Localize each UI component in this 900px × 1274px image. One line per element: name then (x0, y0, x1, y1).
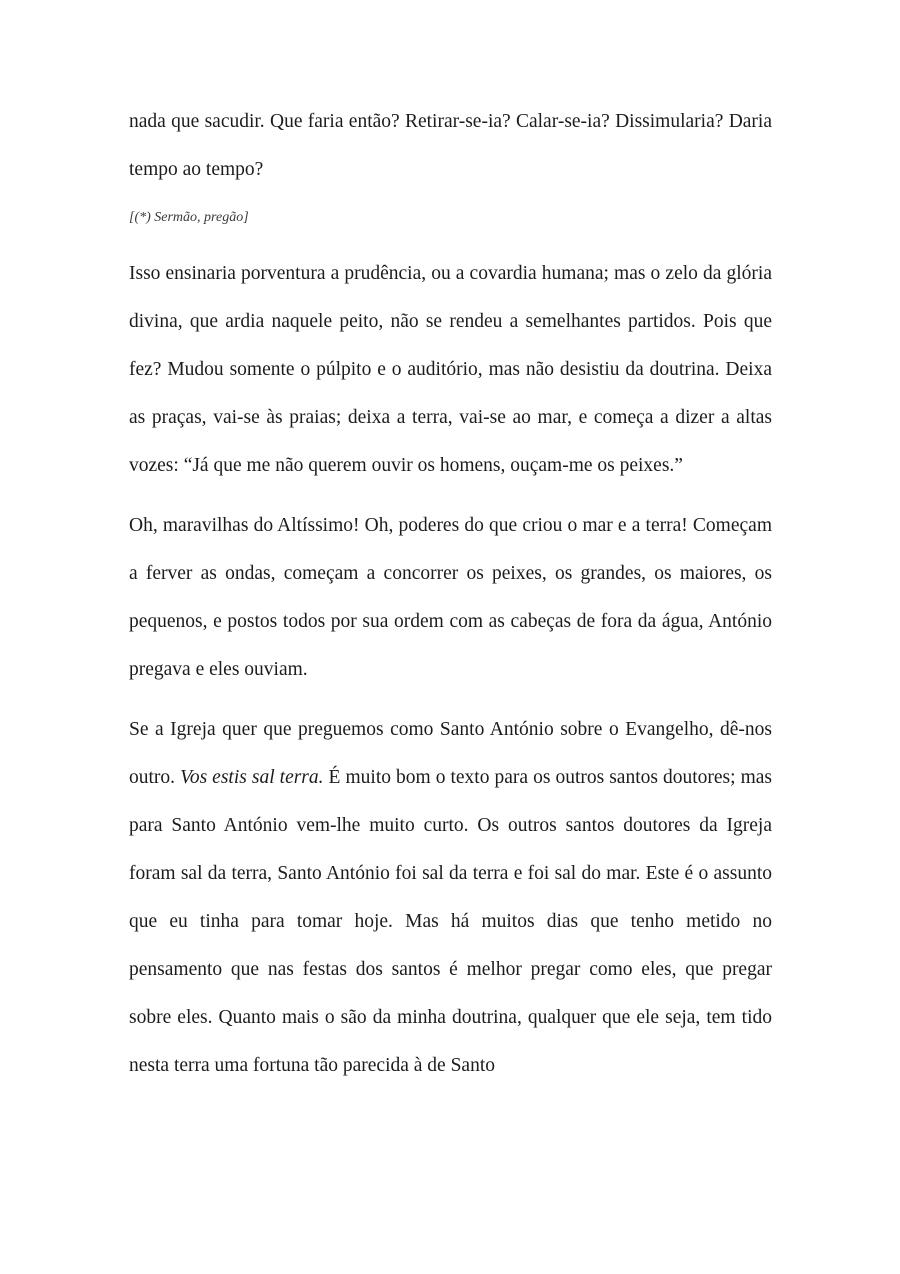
document-page (129, 98, 772, 1090)
paragraph-4 (129, 706, 772, 1090)
paragraph-1: nada que sacudir. Que faria então? Retirar-se-ia? Calar-se-ia? Dissimularia? Daria tempo ao tempo? (129, 111, 772, 180)
paragraph-4-text-b: É muito bom o texto para os outros santos doutores; mas para Santo António vem-lhe muito curto. Os outros santos doutores da Igreja foram sal da terra, Santo António foi sal da terra e foi sal do mar. Este é o assunto que eu tinha para tomar hoje. Mas há muitos dias que tenho metido no pensamento que nas festas dos santos é melhor pregar como eles, que pregar sobre eles. Quanto mais o são da minha doutrina, qualquer que ele seja, tem tido nesta terra uma fortuna tão parecida à de Santo (129, 767, 772, 1076)
latin-quote: Vos estis sal terra. (180, 767, 324, 788)
paragraph-3: Oh, maravilhas do Altíssimo! Oh, poderes do que criou o mar e a terra! Começam a ferver as ondas, começam a concorrer os peixes, os grandes, os maiores, os pequenos, e postos todos por sua ordem com as cabeças de fora da água, António pregava e eles ouviam. (129, 515, 772, 680)
paragraph-4-text-a: Se a Igreja quer que preguemos como Santo António sobre o Evangelho, dê-nos outro. (129, 719, 772, 788)
footnote: [(*) Sermão, pregão] (129, 210, 249, 225)
paragraph-2: Isso ensinaria porventura a prudência, ou a covardia humana; mas o zelo da glória divina, que ardia naquele peito, não se rendeu a semelhantes partidos. Pois que fez? Mudou somente o púlpito e o auditório, mas não desistiu da doutrina. Deixa as praças, vai-se às praias; deixa a terra, vai-se ao mar, e começa a dizer a altas vozes: “Já que me não querem ouvir os homens, ouçam-me os peixes.” (129, 263, 772, 476)
